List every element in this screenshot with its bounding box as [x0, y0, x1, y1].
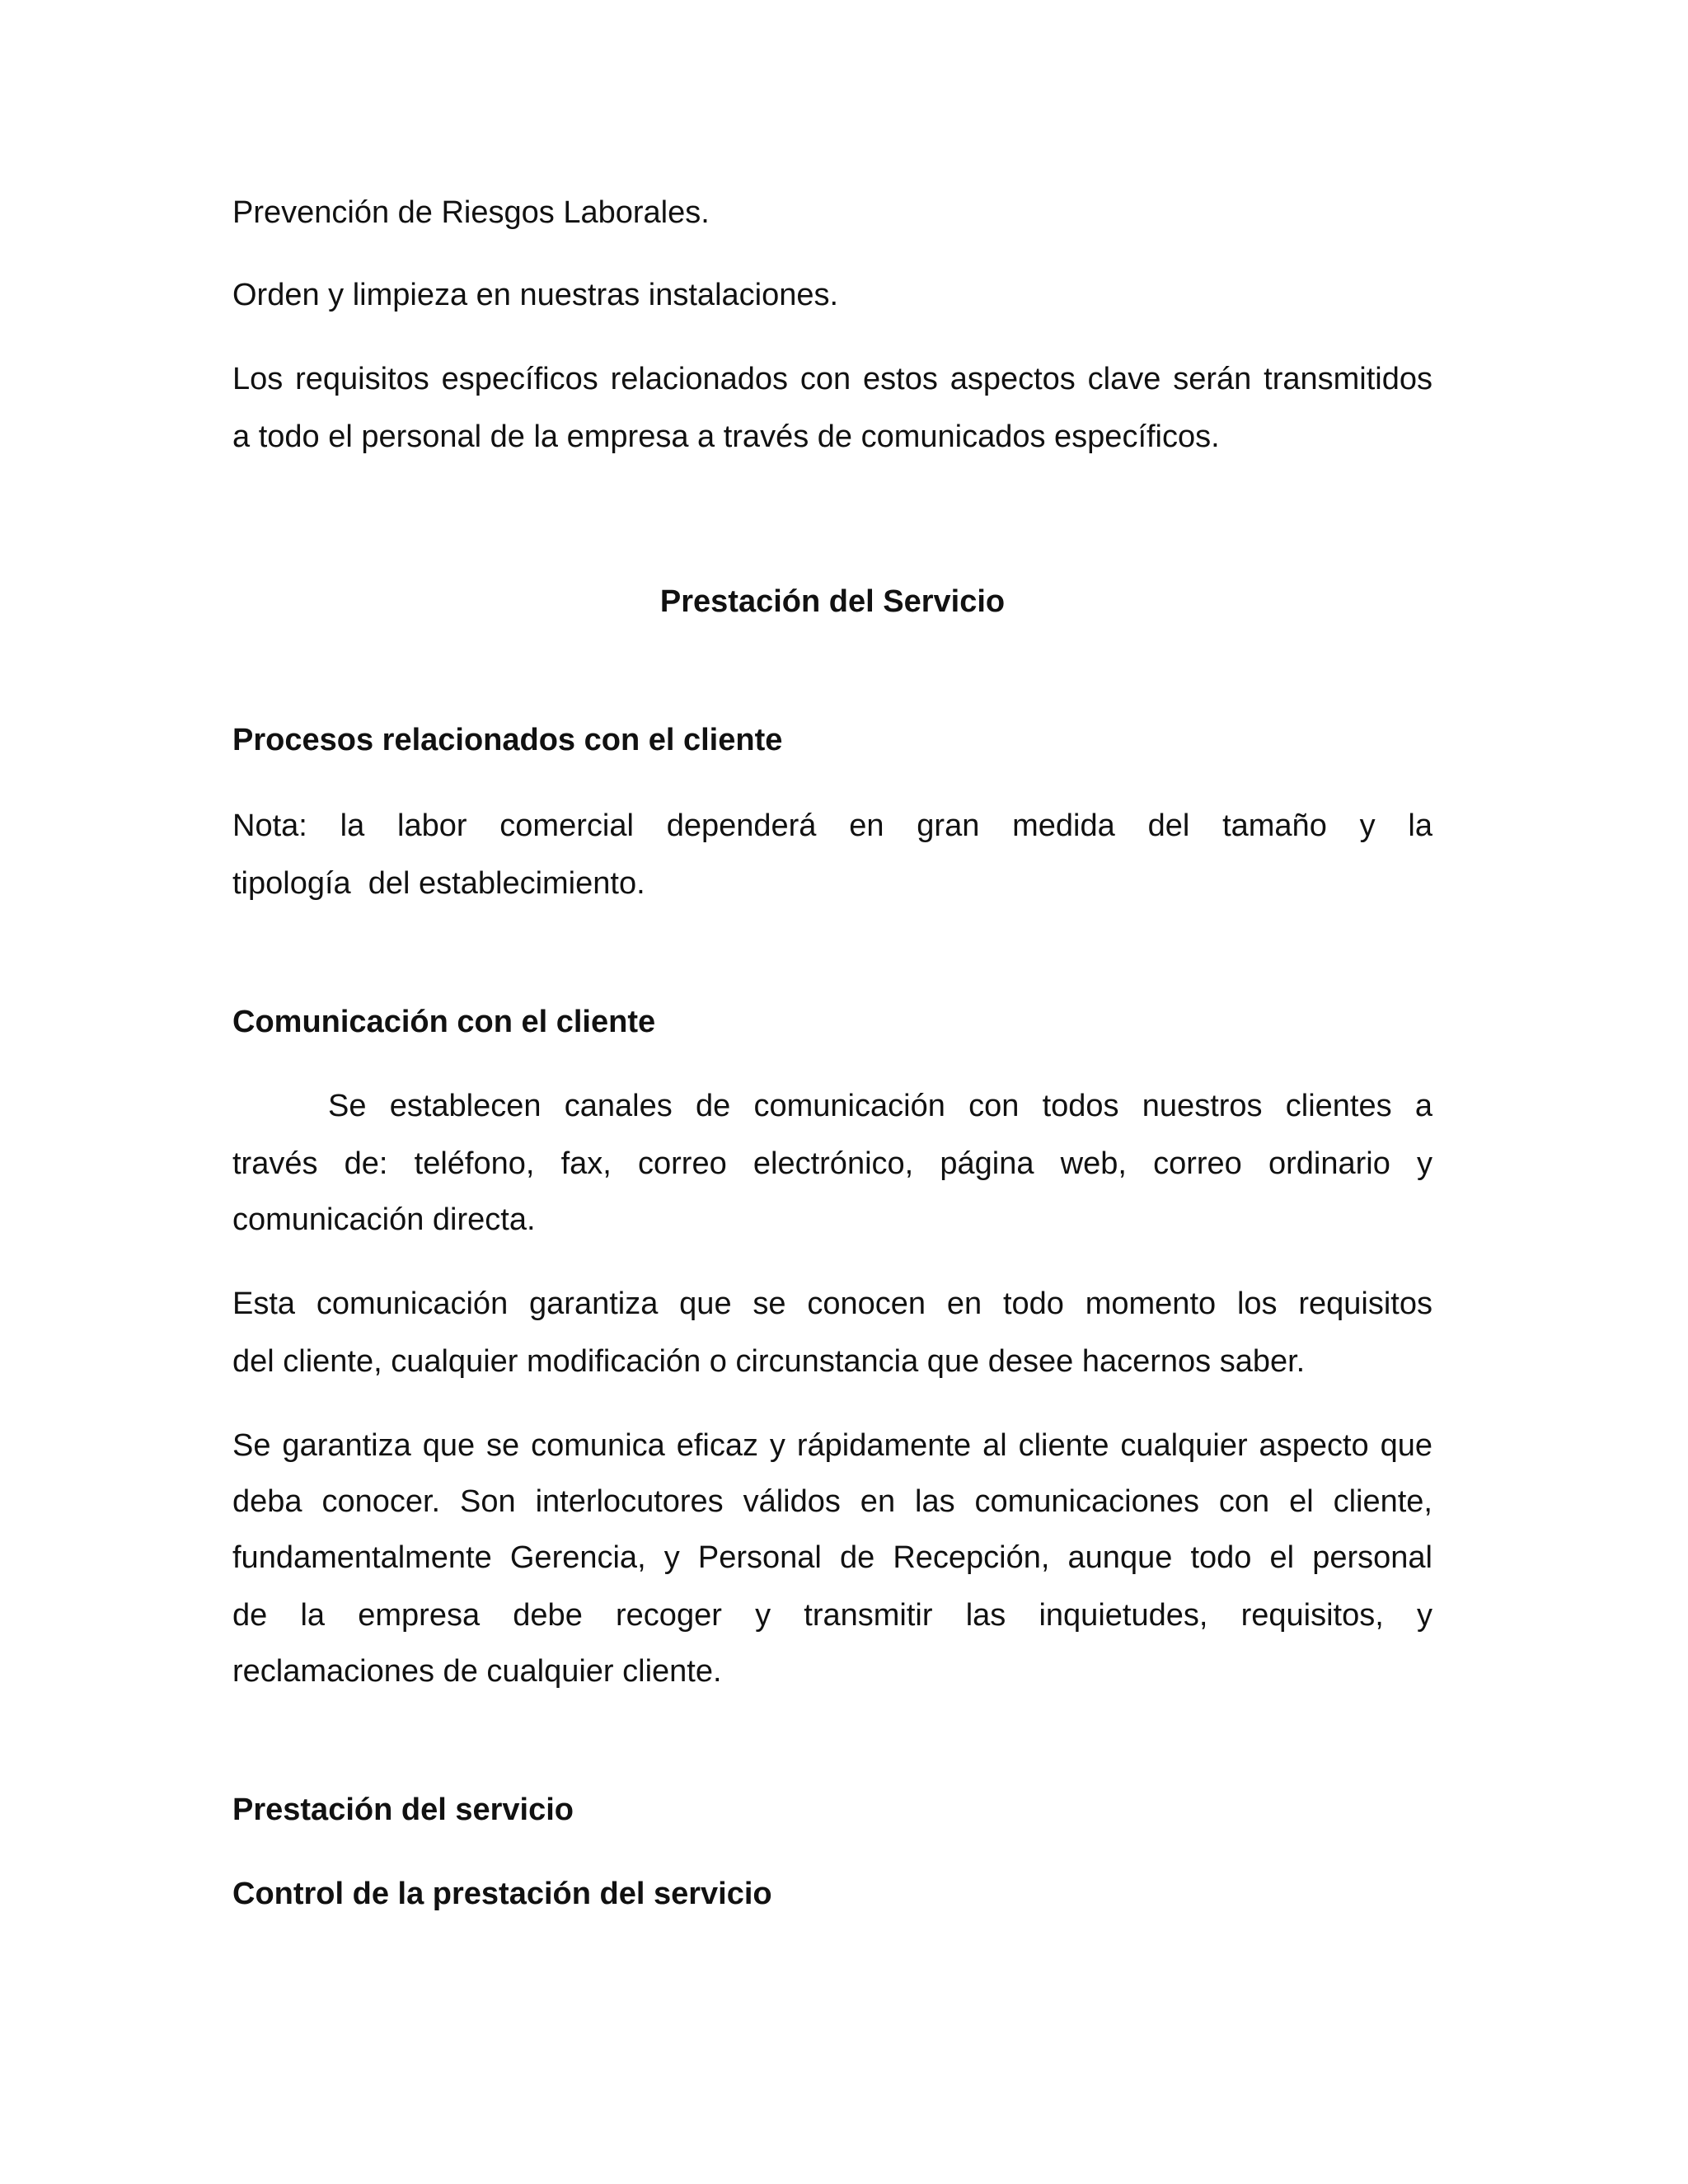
paragraph-eficaz-line-2: deba conocer. Son interlocutores válidos en las comunicaciones con el cliente, — [232, 1484, 1432, 1519]
paragraph-garantiza-line-1: Esta comunicación garantiza que se conocen en todo momento los requisitos — [232, 1286, 1432, 1321]
nota-line-2: tipología del establecimiento. — [232, 866, 645, 901]
text-line-orden: Orden y limpieza en nuestras instalaciones. — [232, 278, 839, 312]
nota-line-1: Nota: la labor comercial dependerá en gran medida del tamaño y la — [232, 808, 1432, 843]
section-title: Prestación del Servicio — [659, 584, 1006, 619]
text-line-prevencion: Prevención de Riesgos Laborales. — [232, 195, 710, 230]
paragraph-eficaz-line-3: fundamentalmente Gerencia, y Personal de Recepción, aunque todo el personal — [232, 1540, 1432, 1575]
paragraph-garantiza-line-2: del cliente, cualquier modificación o circunstancia que desee hacernos saber. — [232, 1344, 1306, 1379]
paragraph-requisitos-line-2: a todo el personal de la empresa a través de comunicados específicos. — [232, 419, 1220, 454]
heading-control: Control de la prestación del servicio — [232, 1877, 772, 1911]
heading-prestacion: Prestación del servicio — [232, 1793, 574, 1827]
paragraph-canales-line-2: través de: teléfono, fax, correo electrónico, página web, correo ordinario y — [232, 1146, 1432, 1181]
paragraph-requisitos-line-1: Los requisitos específicos relacionados con estos aspectos clave serán transmitidos — [232, 362, 1432, 396]
paragraph-eficaz-line-1: Se garantiza que se comunica eficaz y rápidamente al cliente cualquier aspecto que — [232, 1428, 1432, 1463]
paragraph-eficaz-line-4: de la empresa debe recoger y transmitir las inquietudes, requisitos, y — [232, 1598, 1432, 1633]
paragraph-canales-line-1: Se establecen canales de comunicación con todos nuestros clientes a — [328, 1089, 1432, 1123]
heading-comunicacion: Comunicación con el cliente — [232, 1005, 656, 1039]
paragraph-eficaz-line-5: reclamaciones de cualquier cliente. — [232, 1654, 722, 1689]
paragraph-canales-line-3: comunicación directa. — [232, 1202, 536, 1237]
heading-procesos: Procesos relacionados con el cliente — [232, 723, 783, 757]
